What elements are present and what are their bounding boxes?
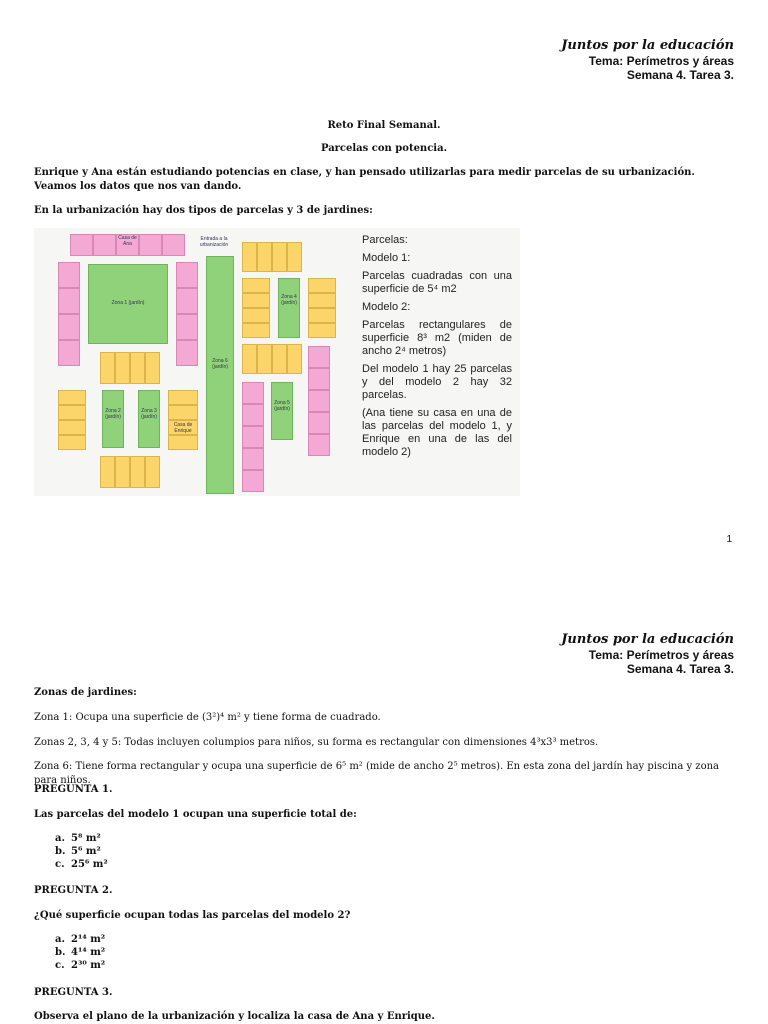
question1-options <box>55 832 108 871</box>
parcel-modelo2 <box>242 344 257 374</box>
week-label: Semana 4. Tarea 3. <box>626 662 734 676</box>
legend-modelo1-desc: Parcelas cuadradas con una superficie de 5⁴ m2 <box>362 270 512 295</box>
parcel-modelo2 <box>242 308 270 323</box>
challenge-title: Reto Final Semanal. <box>327 120 441 131</box>
parcel-modelo1 <box>308 346 330 368</box>
parcel-modelo1 <box>308 368 330 390</box>
parcel-modelo2 <box>130 456 145 488</box>
brand-title: Juntos por la educación <box>561 38 734 53</box>
parcel-modelo1 <box>242 470 264 492</box>
zonas2345-text: Zonas 2, 3, 4 y 5: Todas incluyen columpios para niños, su forma es rectangular con dimensiones 4³x3³ metros. <box>34 737 599 748</box>
parcel-modelo2 <box>115 456 130 488</box>
parcel-modelo2 <box>100 456 115 488</box>
question1-text: Las parcelas del modelo 1 ocupan una superficie total de: <box>34 809 357 820</box>
parcel-modelo1 <box>308 434 330 456</box>
zona3-label: Zona 3 (jardín) <box>141 408 157 420</box>
parcel-modelo1 <box>139 234 162 256</box>
parcel-modelo2 <box>115 352 130 384</box>
zona5-label: Zona 5 (jardín) <box>274 400 290 412</box>
option-a: a. 2¹⁴ m² <box>55 934 106 945</box>
casa-ana-label: Casa de Ana <box>118 235 137 247</box>
parcel-modelo2 <box>130 352 145 384</box>
map-legend <box>362 234 512 464</box>
parcel-modelo2 <box>242 242 257 272</box>
parcel-modelo2 <box>100 352 115 384</box>
urbanization-map <box>34 228 520 496</box>
parcel-modelo2 <box>168 390 198 405</box>
parcel-modelo1 <box>176 340 198 366</box>
parcel-modelo1 <box>176 262 198 288</box>
question2-text: ¿Qué superficie ocupan todas las parcelas del modelo 2? <box>34 910 351 921</box>
brand-title: Juntos por la educación <box>561 632 734 647</box>
question2-label: PREGUNTA 2. <box>34 885 113 896</box>
zona6-text: Zona 6: Tiene forma rectangular y ocupa una superficie de 6⁵ m² (mide de ancho 2⁵ metros). En esta zona del jardín hay piscina y zona para niños. <box>34 761 719 786</box>
page1-header <box>561 38 734 82</box>
parcel-modelo2 <box>287 242 302 272</box>
zona2-label: Zona 2 (jardín) <box>105 408 121 420</box>
legend-modelo2: Modelo 2: <box>362 301 411 313</box>
zona6-label: Zona 6 (jardín) <box>212 358 228 370</box>
parcel-modelo2 <box>168 435 198 450</box>
legend-note: (Ana tiene su casa en una de las parcelas del modelo 1, y Enrique en una de las del modelo 2) <box>362 407 512 458</box>
challenge-subtitle: Parcelas con potencia. <box>320 143 448 154</box>
legend-modelo1: Modelo 1: <box>362 252 411 264</box>
entrada-label: Entrada a la urbanización <box>199 236 229 248</box>
parcel-modelo2 <box>168 405 198 420</box>
option-c: c. 25⁶ m² <box>55 859 108 870</box>
parcel-modelo1 <box>176 314 198 340</box>
question1-label: PREGUNTA 1. <box>34 784 113 795</box>
parcel-modelo2 <box>308 323 336 338</box>
legend-modelo2-desc: Parcelas rectangulares de superficie 8³ m2 (miden de ancho 2⁴ metros) <box>362 319 512 357</box>
parcel-modelo2 <box>272 344 287 374</box>
parcel-modelo1 <box>162 234 185 256</box>
zona4-garden <box>278 278 300 338</box>
parcel-modelo2 <box>308 308 336 323</box>
intro-paragraph: Enrique y Ana están estudiando potencias en clase, y han pensado utilizarlas para medir parcelas de su urbanización. Veamos los datos que nos van dando. <box>34 167 695 192</box>
parcel-modelo2 <box>308 293 336 308</box>
question3-text: Observa el plano de la urbanización y localiza la casa de Ana y Enrique. <box>34 1011 435 1022</box>
parcel-modelo1 <box>70 234 93 256</box>
question2-options <box>55 933 105 972</box>
parcel-modelo2 <box>58 390 86 405</box>
zona1-label: Zona 1 (jardín) <box>111 300 145 306</box>
parcel-modelo1 <box>58 288 80 314</box>
topic-label: Tema: Perímetros y áreas <box>588 648 734 662</box>
option-b: b. 4¹⁴ m² <box>55 947 106 958</box>
parcel-modelo2 <box>257 344 272 374</box>
option-b: b. 5⁶ m² <box>55 846 101 857</box>
zona6-garden <box>206 256 234 494</box>
parcel-modelo2 <box>272 242 287 272</box>
parcel-modelo2 <box>58 420 86 435</box>
parcel-modelo2 <box>242 293 270 308</box>
parcel-modelo2 <box>58 405 86 420</box>
parcel-modelo1 <box>242 426 264 448</box>
parcel-modelo1 <box>58 262 80 288</box>
question3-label: PREGUNTA 3. <box>34 987 113 998</box>
option-a: a. 5⁸ m² <box>55 833 101 844</box>
legend-parcelas: Parcelas: <box>362 234 408 246</box>
parcel-modelo2 <box>58 435 86 450</box>
parcel-modelo1 <box>242 404 264 426</box>
lead-paragraph: En la urbanización hay dos tipos de parcelas y 3 de jardines: <box>34 205 373 216</box>
parcel-modelo1 <box>242 382 264 404</box>
topic-label: Tema: Perímetros y áreas <box>588 54 734 68</box>
option-c: c. 2³⁰ m² <box>55 960 106 971</box>
parcel-modelo1 <box>58 340 80 366</box>
zona4-label: Zona 4 (jardín) <box>281 294 297 306</box>
parcel-modelo2 <box>145 456 160 488</box>
parcel-modelo2 <box>145 352 160 384</box>
parcel-modelo2 <box>242 278 270 293</box>
zonas-title: Zonas de jardines: <box>34 687 137 698</box>
parcel-modelo2 <box>287 344 302 374</box>
parcel-modelo1 <box>93 234 116 256</box>
parcel-modelo1 <box>242 448 264 470</box>
page-number: 1 <box>726 534 732 545</box>
parcel-modelo2 <box>257 242 272 272</box>
parcel-modelo1 <box>308 412 330 434</box>
parcel-modelo1 <box>176 288 198 314</box>
casa-enrique-label: Casa de Enrique <box>173 422 193 434</box>
week-label: Semana 4. Tarea 3. <box>626 68 734 82</box>
parcel-modelo1 <box>58 314 80 340</box>
zona1-text: Zona 1: Ocupa una superficie de (3²)⁴ m² y tiene forma de cuadrado. <box>34 712 381 723</box>
legend-counts: Del modelo 1 hay 25 parcelas y del modelo 2 hay 32 parcelas. <box>362 363 512 401</box>
parcel-modelo2 <box>308 278 336 293</box>
parcel-modelo2 <box>242 323 270 338</box>
parcel-modelo1 <box>308 390 330 412</box>
page2-header <box>561 632 734 676</box>
